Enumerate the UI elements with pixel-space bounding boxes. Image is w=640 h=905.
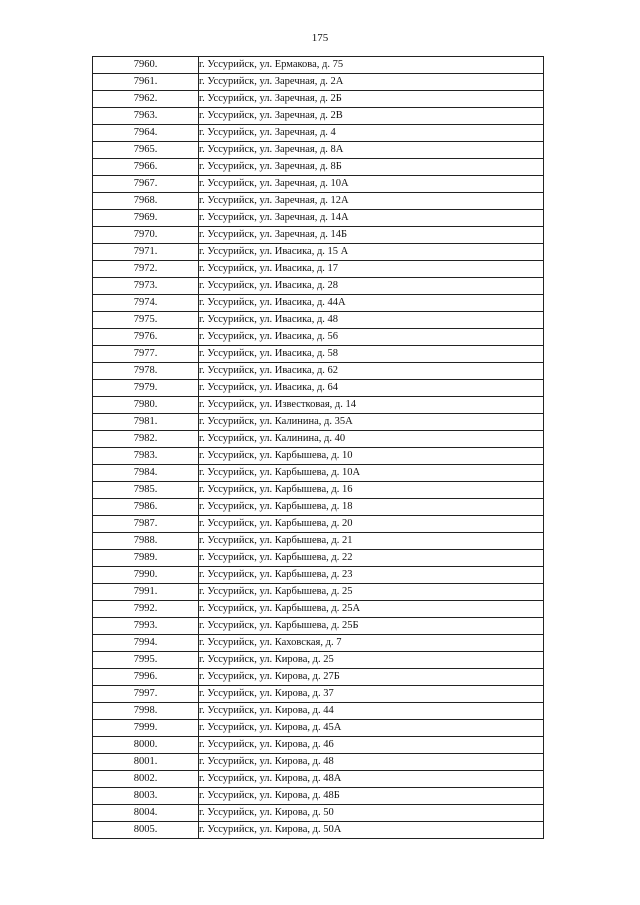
address-cell: г. Уссурийск, ул. Ивасика, д. 62 bbox=[199, 363, 544, 380]
table-row bbox=[93, 703, 544, 720]
table-row bbox=[93, 431, 544, 448]
address-cell: г. Уссурийск, ул. Калинина, д. 40 bbox=[199, 431, 544, 448]
address-cell: г. Уссурийск, ул. Карбышева, д. 25Б bbox=[199, 618, 544, 635]
table-row bbox=[93, 414, 544, 431]
address-cell: г. Уссурийск, ул. Заречная, д. 8Б bbox=[199, 159, 544, 176]
address-cell: г. Уссурийск, ул. Карбышева, д. 18 bbox=[199, 499, 544, 516]
row-number-cell: 8003. bbox=[93, 788, 199, 805]
table-row bbox=[93, 210, 544, 227]
row-number-cell: 7967. bbox=[93, 176, 199, 193]
address-cell: г. Уссурийск, ул. Ивасика, д. 48 bbox=[199, 312, 544, 329]
row-number-cell: 7991. bbox=[93, 584, 199, 601]
row-number-cell: 7972. bbox=[93, 261, 199, 278]
row-number-cell: 7978. bbox=[93, 363, 199, 380]
table-row bbox=[93, 227, 544, 244]
table-row bbox=[93, 635, 544, 652]
table-row bbox=[93, 516, 544, 533]
address-cell: г. Уссурийск, ул. Кирова, д. 25 bbox=[199, 652, 544, 669]
row-number-cell: 7989. bbox=[93, 550, 199, 567]
address-cell: г. Уссурийск, ул. Ивасика, д. 17 bbox=[199, 261, 544, 278]
row-number-cell: 7984. bbox=[93, 465, 199, 482]
address-cell: г. Уссурийск, ул. Карбышева, д. 10 bbox=[199, 448, 544, 465]
page-number: 175 bbox=[311, 32, 329, 44]
row-number-cell: 7992. bbox=[93, 601, 199, 618]
address-cell: г. Уссурийск, ул. Заречная, д. 12А bbox=[199, 193, 544, 210]
address-cell: г. Уссурийск, ул. Кирова, д. 45А bbox=[199, 720, 544, 737]
address-cell: г. Уссурийск, ул. Кирова, д. 48Б bbox=[199, 788, 544, 805]
address-cell: г. Уссурийск, ул. Заречная, д. 4 bbox=[199, 125, 544, 142]
table-row bbox=[93, 57, 544, 74]
address-cell: г. Уссурийск, ул. Карбышева, д. 22 bbox=[199, 550, 544, 567]
address-cell: г. Уссурийск, ул. Ермакова, д. 75 bbox=[199, 57, 544, 74]
address-cell: г. Уссурийск, ул. Заречная, д. 14А bbox=[199, 210, 544, 227]
table-row bbox=[93, 465, 544, 482]
row-number-cell: 7964. bbox=[93, 125, 199, 142]
row-number-cell: 7974. bbox=[93, 295, 199, 312]
row-number-cell: 7981. bbox=[93, 414, 199, 431]
address-cell: г. Уссурийск, ул. Карбышева, д. 25 bbox=[199, 584, 544, 601]
address-cell: г. Уссурийск, ул. Каховская, д. 7 bbox=[199, 635, 544, 652]
table-row bbox=[93, 108, 544, 125]
row-number-cell: 7973. bbox=[93, 278, 199, 295]
address-cell: г. Уссурийск, ул. Заречная, д. 2В bbox=[199, 108, 544, 125]
row-number-cell: 8001. bbox=[93, 754, 199, 771]
table-row bbox=[93, 771, 544, 788]
address-cell: г. Уссурийск, ул. Карбышева, д. 25А bbox=[199, 601, 544, 618]
address-cell: г. Уссурийск, ул. Ивасика, д. 56 bbox=[199, 329, 544, 346]
table-row bbox=[93, 652, 544, 669]
table-row bbox=[93, 754, 544, 771]
row-number-cell: 7962. bbox=[93, 91, 199, 108]
table-row bbox=[93, 397, 544, 414]
row-number-cell: 7990. bbox=[93, 567, 199, 584]
row-number-cell: 7969. bbox=[93, 210, 199, 227]
row-number-cell: 7985. bbox=[93, 482, 199, 499]
address-cell: г. Уссурийск, ул. Кирова, д. 48 bbox=[199, 754, 544, 771]
table-row bbox=[93, 74, 544, 91]
table-row bbox=[93, 448, 544, 465]
row-number-cell: 7977. bbox=[93, 346, 199, 363]
table-row bbox=[93, 720, 544, 737]
table-row bbox=[93, 193, 544, 210]
row-number-cell: 7975. bbox=[93, 312, 199, 329]
row-number-cell: 7983. bbox=[93, 448, 199, 465]
address-cell: г. Уссурийск, ул. Известковая, д. 14 bbox=[199, 397, 544, 414]
row-number-cell: 7976. bbox=[93, 329, 199, 346]
table-row bbox=[93, 584, 544, 601]
row-number-cell: 7998. bbox=[93, 703, 199, 720]
row-number-cell: 7970. bbox=[93, 227, 199, 244]
table-row bbox=[93, 346, 544, 363]
table-row bbox=[93, 601, 544, 618]
row-number-cell: 7982. bbox=[93, 431, 199, 448]
row-number-cell: 7995. bbox=[93, 652, 199, 669]
table-row bbox=[93, 125, 544, 142]
row-number-cell: 7963. bbox=[93, 108, 199, 125]
row-number-cell: 7994. bbox=[93, 635, 199, 652]
address-cell: г. Уссурийск, ул. Карбышева, д. 16 bbox=[199, 482, 544, 499]
table-row bbox=[93, 159, 544, 176]
row-number-cell: 7996. bbox=[93, 669, 199, 686]
address-cell: г. Уссурийск, ул. Заречная, д. 2А bbox=[199, 74, 544, 91]
row-number-cell: 7960. bbox=[93, 57, 199, 74]
address-table bbox=[92, 56, 544, 839]
table-row bbox=[93, 363, 544, 380]
table-row bbox=[93, 788, 544, 805]
address-cell: г. Уссурийск, ул. Заречная, д. 14Б bbox=[199, 227, 544, 244]
row-number-cell: 7980. bbox=[93, 397, 199, 414]
address-cell: г. Уссурийск, ул. Кирова, д. 48А bbox=[199, 771, 544, 788]
address-cell: г. Уссурийск, ул. Заречная, д. 10А bbox=[199, 176, 544, 193]
address-cell: г. Уссурийск, ул. Ивасика, д. 15 А bbox=[199, 244, 544, 261]
table-row bbox=[93, 91, 544, 108]
address-cell: г. Уссурийск, ул. Калинина, д. 35А bbox=[199, 414, 544, 431]
row-number-cell: 8000. bbox=[93, 737, 199, 754]
address-cell: г. Уссурийск, ул. Кирова, д. 37 bbox=[199, 686, 544, 703]
table-row bbox=[93, 482, 544, 499]
row-number-cell: 8005. bbox=[93, 822, 199, 839]
table-row bbox=[93, 533, 544, 550]
table-row bbox=[93, 618, 544, 635]
row-number-cell: 8004. bbox=[93, 805, 199, 822]
address-cell: г. Уссурийск, ул. Карбышева, д. 23 bbox=[199, 567, 544, 584]
row-number-cell: 7968. bbox=[93, 193, 199, 210]
table-row bbox=[93, 329, 544, 346]
table-row bbox=[93, 278, 544, 295]
address-cell: г. Уссурийск, ул. Кирова, д. 50 bbox=[199, 805, 544, 822]
row-number-cell: 7966. bbox=[93, 159, 199, 176]
address-cell: г. Уссурийск, ул. Кирова, д. 44 bbox=[199, 703, 544, 720]
address-cell: г. Уссурийск, ул. Карбышева, д. 10А bbox=[199, 465, 544, 482]
row-number-cell: 7987. bbox=[93, 516, 199, 533]
table-row bbox=[93, 567, 544, 584]
table-row bbox=[93, 686, 544, 703]
row-number-cell: 8002. bbox=[93, 771, 199, 788]
row-number-cell: 7971. bbox=[93, 244, 199, 261]
address-cell: г. Уссурийск, ул. Кирова, д. 27Б bbox=[199, 669, 544, 686]
table-row bbox=[93, 261, 544, 278]
row-number-cell: 7997. bbox=[93, 686, 199, 703]
table-row bbox=[93, 669, 544, 686]
address-cell: г. Уссурийск, ул. Ивасика, д. 28 bbox=[199, 278, 544, 295]
table-row bbox=[93, 244, 544, 261]
address-cell: г. Уссурийск, ул. Ивасика, д. 44А bbox=[199, 295, 544, 312]
table-row bbox=[93, 295, 544, 312]
table-row bbox=[93, 822, 544, 839]
table-row bbox=[93, 380, 544, 397]
address-cell: г. Уссурийск, ул. Ивасика, д. 64 bbox=[199, 380, 544, 397]
row-number-cell: 7986. bbox=[93, 499, 199, 516]
table-row bbox=[93, 312, 544, 329]
address-cell: г. Уссурийск, ул. Кирова, д. 46 bbox=[199, 737, 544, 754]
table-row bbox=[93, 550, 544, 567]
table-row bbox=[93, 176, 544, 193]
table-row bbox=[93, 805, 544, 822]
row-number-cell: 7965. bbox=[93, 142, 199, 159]
table-row bbox=[93, 737, 544, 754]
address-cell: г. Уссурийск, ул. Кирова, д. 50А bbox=[199, 822, 544, 839]
address-cell: г. Уссурийск, ул. Заречная, д. 8А bbox=[199, 142, 544, 159]
row-number-cell: 7988. bbox=[93, 533, 199, 550]
address-cell: г. Уссурийск, ул. Заречная, д. 2Б bbox=[199, 91, 544, 108]
address-table-body bbox=[93, 57, 544, 839]
address-cell: г. Уссурийск, ул. Карбышева, д. 20 bbox=[199, 516, 544, 533]
row-number-cell: 7999. bbox=[93, 720, 199, 737]
table-row bbox=[93, 142, 544, 159]
row-number-cell: 7961. bbox=[93, 74, 199, 91]
row-number-cell: 7979. bbox=[93, 380, 199, 397]
address-cell: г. Уссурийск, ул. Карбышева, д. 21 bbox=[199, 533, 544, 550]
table-row bbox=[93, 499, 544, 516]
address-cell: г. Уссурийск, ул. Ивасика, д. 58 bbox=[199, 346, 544, 363]
row-number-cell: 7993. bbox=[93, 618, 199, 635]
